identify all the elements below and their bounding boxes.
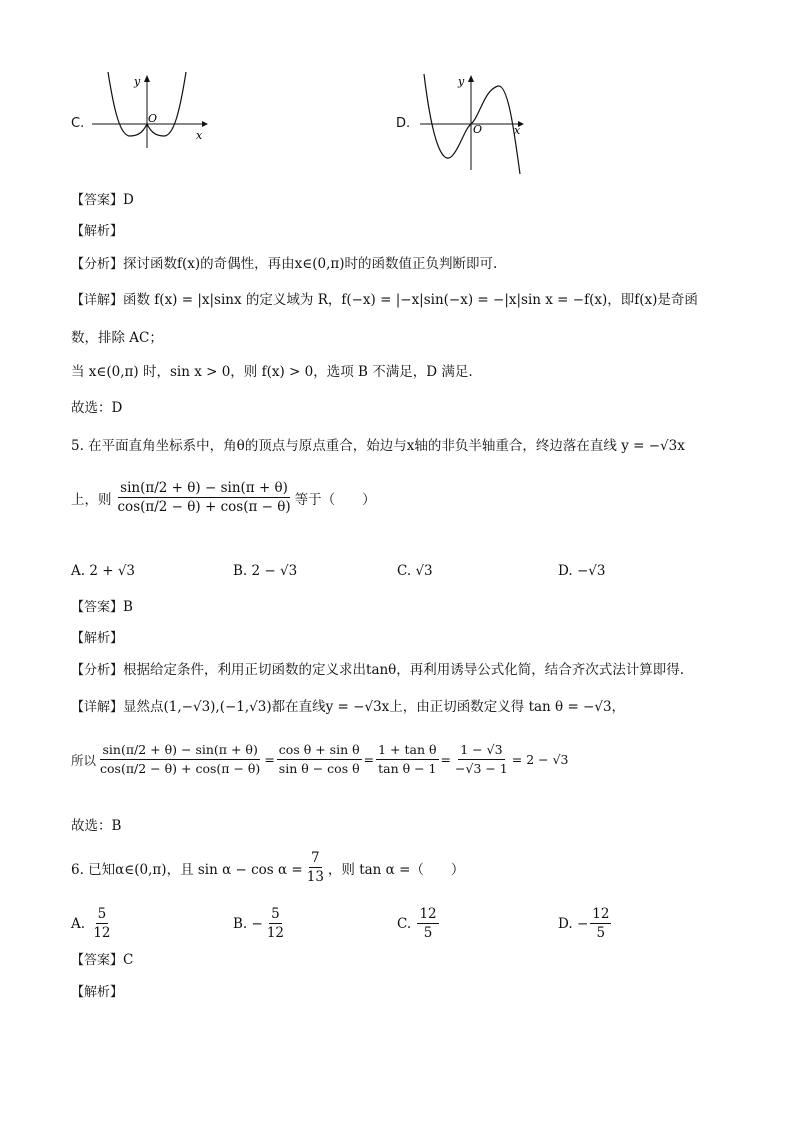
q6-option-b-sign: − xyxy=(251,915,263,932)
q6-answer-line xyxy=(71,950,133,971)
q5-option-a xyxy=(71,561,135,581)
q5-eq-num3: 1 + tan θ xyxy=(376,742,438,760)
q5-jiexi-tag: 【解析】 xyxy=(71,631,124,646)
q6-stem xyxy=(71,850,464,885)
q5-eq-den3: tan θ − 1 xyxy=(378,761,437,776)
q4-xiangjie-line3: 当 x∈(0,π) 时，sin x > 0，则 f(x) > 0，选项 B 不满足，D 满足. xyxy=(71,364,473,380)
q5-stem-fraction xyxy=(116,480,293,515)
q6-option-c-den: 5 xyxy=(423,925,433,941)
q6-option-a xyxy=(71,906,115,941)
q5-eq-frac1 xyxy=(98,742,262,777)
q5-stem-pre: 上，则 xyxy=(71,491,112,508)
q5-option-a-value: 2 + √3 xyxy=(89,563,136,579)
q6-option-a-den: 12 xyxy=(93,925,111,941)
q4-jiexi-tag: 【解析】 xyxy=(71,224,124,239)
q6-option-d-sign: − xyxy=(576,915,589,932)
q5-eq-den2: sin θ − cos θ xyxy=(278,761,360,776)
q5-xiangjie-line xyxy=(71,697,625,718)
q5-eq-num1: sin(π/2 + θ) − sin(π + θ) xyxy=(100,742,259,760)
q6-option-b-letter: B. xyxy=(233,915,248,932)
q6-option-a-num: 5 xyxy=(97,906,107,922)
q6-stem-frac-den: 13 xyxy=(306,869,324,885)
graph-c-label: C. xyxy=(71,116,85,131)
q5-stem-line2 xyxy=(71,480,376,515)
q5-stem: 5. 在平面直角坐标系中，角θ的顶点与原点重合，始边与x轴的非负半轴重合，终边落在直线 y = −√3x xyxy=(71,438,685,454)
q4-xiangjie-line1 xyxy=(71,290,698,311)
q4-conclusion: 故选：D xyxy=(71,400,123,416)
q6-option-c-frac xyxy=(417,906,438,941)
q5-xiangjie-tag: 【详解】 xyxy=(71,700,124,715)
q6-option-c-num: 12 xyxy=(419,906,437,922)
graph-c-x-label: x xyxy=(196,129,203,142)
q5-answer-line xyxy=(71,597,133,618)
q6-option-c xyxy=(397,906,441,941)
q5-option-d xyxy=(558,561,605,581)
q5-stem-post: 等于（ ） xyxy=(294,491,376,508)
q5-option-d-letter: D. xyxy=(558,563,573,579)
q5-conclusion: 故选：B xyxy=(71,818,122,834)
q5-stem-frac-den: cos(π/2 − θ) + cos(π − θ) xyxy=(117,499,291,515)
graph-d-y-label: y xyxy=(458,75,465,88)
q5-option-a-letter: A. xyxy=(71,563,86,579)
q6-option-d-frac xyxy=(590,906,611,941)
q6-option-d-letter: D. xyxy=(558,915,573,932)
q6-stem-pre: 6. 已知α∈(0,π)，且 sin α − cos α = xyxy=(71,861,303,878)
q6-stem-fraction xyxy=(305,850,326,885)
q5-eq-result: = 2 − √3 xyxy=(511,752,569,767)
q5-stem-frac-num: sin(π/2 + θ) − sin(π + θ) xyxy=(120,480,288,496)
q5-eq-frac3 xyxy=(376,742,438,777)
q5-option-b-value: 2 − √3 xyxy=(251,563,298,579)
q6-option-b xyxy=(233,906,288,941)
q6-answer-value: C xyxy=(123,952,134,968)
q5-fenxi-line xyxy=(71,660,684,681)
q5-fenxi-text: 根据给定条件，利用正切函数的定义求出tanθ，再利用诱导公式化简，结合齐次式法计算即得. xyxy=(123,662,685,678)
q5-answer-tag: 【答案】 xyxy=(71,600,124,615)
q6-stem-post: ，则 tan α =（ ） xyxy=(327,861,465,878)
q6-option-d-den: 5 xyxy=(596,925,606,941)
q5-suoyi: 所以 xyxy=(71,752,97,768)
q6-option-d xyxy=(558,906,613,941)
q6-jiexi-tag: 【解析】 xyxy=(71,985,124,1000)
q6-option-a-frac xyxy=(91,906,112,941)
q5-eq-frac4 xyxy=(453,742,510,777)
q5-eq-den4: −√3 − 1 xyxy=(455,761,508,776)
graph-d-label: D. xyxy=(396,116,411,131)
q5-option-b-letter: B. xyxy=(233,563,248,579)
q6-option-b-den: 12 xyxy=(266,925,285,941)
q4-fenxi-line xyxy=(71,254,497,275)
graph-d xyxy=(418,70,538,175)
q5-option-c xyxy=(397,561,433,581)
q4-answer-tag: 【答案】 xyxy=(71,193,124,208)
q4-xiangjie-text1: 函数 f(x) = |x|sinx 的定义域为 R，f(−x) = |−x|sin(−x) = −|x|sin x = −f(x)，即f(x)是奇函 xyxy=(123,292,698,308)
q5-option-c-value: √3 xyxy=(415,563,433,579)
q4-answer-line xyxy=(71,190,134,211)
q5-eq-frac2 xyxy=(277,742,362,777)
q6-stem-frac-num: 7 xyxy=(311,850,320,866)
q5-eq-num2: cos θ + sin θ xyxy=(277,742,362,760)
q5-xiangjie-text: 显然点(1,−√3),(−1,√3)都在直线y = −√3x上，由正切函数定义得 tan θ = −√3， xyxy=(123,699,626,715)
q5-eq-num4: 1 − √3 xyxy=(458,742,504,760)
q6-option-b-frac xyxy=(265,906,286,941)
q5-answer-value: B xyxy=(123,599,133,615)
q6-option-d-num: 12 xyxy=(592,906,610,922)
q4-answer-value: D xyxy=(123,192,134,208)
q4-fenxi-text: 探讨函数f(x)的奇偶性，再由x∈(0,π)时的函数值正负判断即可. xyxy=(123,256,498,272)
graph-c-y-label: y xyxy=(134,75,141,88)
q5-option-d-value: −√3 xyxy=(576,563,606,579)
graph-c xyxy=(90,70,210,150)
graph-d-origin: O xyxy=(473,123,483,136)
q5-equation: 所以 $\frac{\sin(\pi/2 + \theta) - \sin(\pi + \theta)}{\cos(\pi/2 - \theta) + \cos(\pi - \theta)}$ = $\frac{\text{cos θ + sin θ}}{\text{sin θ − cos θ}}$ = $\frac{\text{1 + tan θ}}{\text{tan θ − 1}}$ = $\frac{1 - √3}{-√3 - 1}$ = 2 − √3 xyxy=(71,742,569,776)
q4-xiangjie-line2: 数，排除 AC； xyxy=(71,330,163,346)
q5-option-b xyxy=(233,561,297,581)
q4-xiangjie-tag: 【详解】 xyxy=(71,293,124,308)
q4-fenxi-tag: 【分析】 xyxy=(71,257,124,272)
q6-option-c-letter: C. xyxy=(397,915,412,932)
q5-eq-den1: cos(π/2 − θ) + cos(π − θ) xyxy=(100,761,261,776)
q6-option-a-letter: A. xyxy=(71,915,86,932)
graph-c-origin: O xyxy=(148,112,158,125)
q6-option-b-num: 5 xyxy=(271,906,280,922)
q5-fenxi-tag: 【分析】 xyxy=(71,663,124,678)
q5-option-c-letter: C. xyxy=(397,563,412,579)
q6-answer-tag: 【答案】 xyxy=(71,953,124,968)
graph-d-x-label: x xyxy=(514,124,521,137)
